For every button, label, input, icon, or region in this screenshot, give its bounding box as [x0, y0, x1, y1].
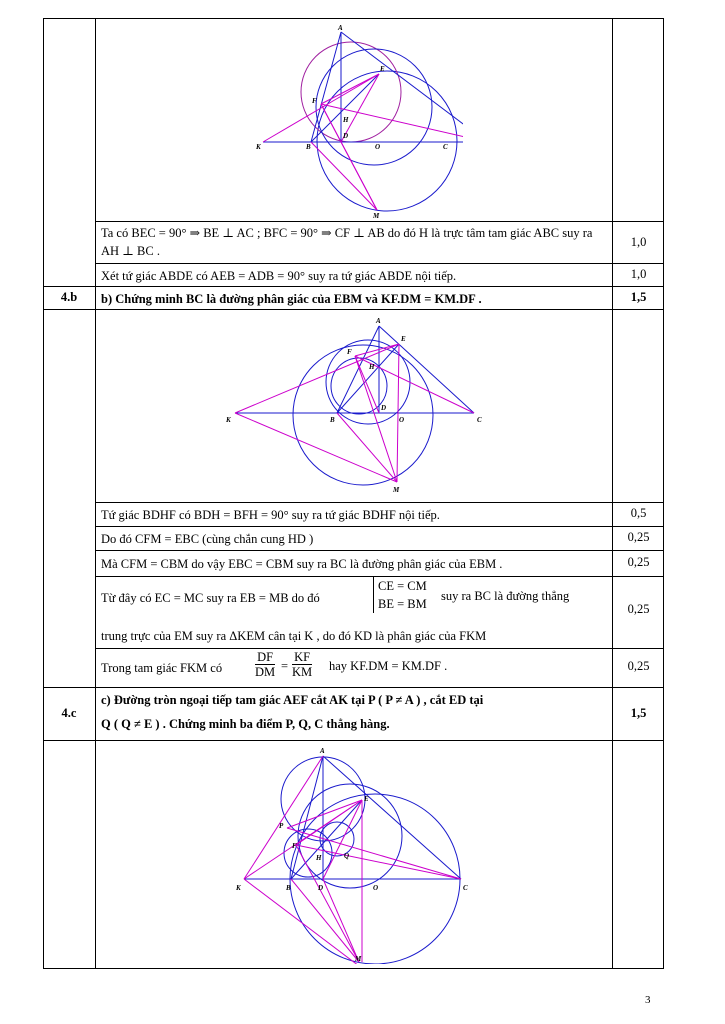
circle-o: [293, 345, 433, 485]
row-line: [95, 526, 664, 527]
label-m: M: [393, 486, 400, 494]
label-f: F: [292, 842, 297, 850]
row-line: [43, 309, 664, 310]
row-line: [95, 550, 664, 551]
figa-text-1: Ta có BEC = 90° ⇒ BE ⊥ AC ; BFC = 90° ⇒ CF ⊥ AB do đó H là trực tâm tam giác ABC suy ra AH ⊥ BC .: [101, 226, 593, 259]
table-top-line: [43, 18, 664, 19]
label-m: M: [355, 955, 362, 963]
page-number: 3: [645, 994, 651, 1006]
fraction-denominator: DM: [255, 665, 276, 680]
row-line: [43, 687, 664, 688]
table-divider-col2: [612, 18, 613, 969]
question-title-4b: b) Chứng minh BC là đường phân giác của EBM và KF.DM = KM.DF .: [101, 292, 482, 306]
figa-score-2: 1,0: [630, 267, 647, 281]
label-k: K: [236, 884, 241, 892]
label-p: P: [279, 822, 284, 830]
label-c: C: [477, 416, 482, 424]
circle-aef: [301, 42, 401, 142]
proof-score-5: 0,25: [627, 659, 650, 673]
table-divider-col1: [95, 18, 96, 969]
equals-sign: =: [281, 659, 289, 673]
line-pc: [287, 828, 461, 879]
line-bm: [337, 413, 397, 482]
label-o: O: [375, 143, 381, 151]
equation-1: CE = CM: [378, 579, 427, 593]
fraction-df-dm: [255, 650, 275, 680]
geometry-figure-b: [223, 312, 493, 500]
line-ac: [379, 326, 474, 413]
line-ka: [244, 756, 323, 879]
proof-line-5b: hay KF.DM = KM.DF .: [329, 659, 448, 673]
label-h: H: [343, 116, 349, 124]
line-fm: [321, 104, 377, 210]
fraction-numerator: DF: [255, 650, 275, 665]
proof-score-1: 0,5: [630, 506, 647, 520]
proof-line-4b: suy ra BC là đường thẳng: [441, 589, 570, 603]
label-b: B: [286, 884, 291, 892]
table-border-right: [663, 18, 664, 969]
line-ac: [323, 756, 461, 879]
label-o: O: [399, 416, 405, 424]
label-a: A: [376, 317, 381, 325]
circle-o: [317, 71, 457, 211]
proof-line-1: Tứ giác BDHF có BDH = BFH = 90° suy ra tứ giác BDHF nội tiếp.: [101, 508, 440, 522]
row-line: [95, 263, 664, 264]
proof-line-4c: trung trực của EM suy ra ΔKEM cân tại K , do đó KD là phân giác của FKM: [101, 629, 487, 643]
question-number-4b: 4.b: [60, 290, 78, 304]
label-e: E: [401, 335, 406, 343]
label-f: F: [347, 348, 352, 356]
label-h: H: [316, 854, 322, 862]
label-c: C: [443, 143, 448, 151]
figa-score-1: 1,0: [630, 235, 647, 249]
label-a: A: [338, 24, 343, 32]
row-line: [43, 740, 664, 741]
label-m: M: [373, 212, 380, 220]
row-line: [95, 648, 664, 649]
table-bottom-line: [43, 968, 664, 969]
label-d: D: [381, 404, 387, 412]
label-a: A: [320, 747, 325, 755]
question-number-4c: 4.c: [61, 706, 77, 720]
proof-line-4a: Từ đây có EC = MC suy ra EB = MB do đó: [101, 591, 320, 605]
label-b: B: [306, 143, 311, 151]
proof-line-3: Mà CFM = CBM do vậy EBC = CBM suy ra BC là đường phân giác của EBM .: [101, 557, 503, 571]
line-bm: [311, 142, 377, 210]
question-score-4c: 1,5: [630, 706, 647, 720]
label-q: Q: [344, 852, 350, 860]
row-line: [43, 286, 664, 287]
label-o: O: [373, 884, 379, 892]
table-border-left: [43, 18, 44, 969]
equation-system: [373, 577, 427, 613]
label-e: E: [364, 795, 369, 803]
geometry-figure-c: [228, 742, 478, 964]
fraction-kf-km: [292, 650, 312, 680]
proof-score-4: 0,25: [627, 602, 650, 616]
line-fm: [355, 356, 397, 482]
figa-text-2: Xét tứ giác ABDE có AEB = ADB = 90° suy ra tứ giác ABDE nội tiếp.: [101, 269, 457, 283]
solution-table: [43, 18, 664, 969]
row-line: [95, 502, 664, 503]
fraction-numerator: KF: [292, 650, 312, 665]
line-fd: [355, 356, 379, 413]
label-f: F: [312, 97, 317, 105]
label-k: K: [256, 143, 261, 151]
label-k: K: [226, 416, 231, 424]
label-d: D: [318, 884, 324, 892]
line-fe: [355, 344, 399, 356]
geometry-figure-a: [243, 24, 463, 220]
label-d: D: [343, 132, 349, 140]
question-title-4c-line2: Q ( Q ≠ E ) . Chứng minh ba điểm P, Q, C thẳng hàng.: [101, 717, 390, 731]
question-score-4b: 1,5: [630, 290, 647, 304]
label-e: E: [380, 65, 385, 73]
line-ac: [341, 32, 463, 142]
proof-line-2: Do đó CFM = EBC (cùng chắn cung HD ): [101, 532, 314, 546]
label-h: H: [369, 363, 375, 371]
fraction-denominator: KM: [292, 665, 313, 680]
line-fm: [296, 845, 359, 962]
label-c: C: [463, 884, 468, 892]
label-b: B: [330, 416, 335, 424]
equation-2: BE = BM: [378, 597, 427, 612]
proof-line-5a: Trong tam giác FKM có: [101, 661, 223, 675]
proof-score-2: 0,25: [627, 530, 650, 544]
proof-score-3: 0,25: [627, 555, 650, 569]
row-line: [95, 221, 664, 222]
question-title-4c-line1: c) Đường tròn ngoại tiếp tam giác AEF cắt AK tại P ( P ≠ A ) , cắt ED tại: [101, 693, 484, 707]
